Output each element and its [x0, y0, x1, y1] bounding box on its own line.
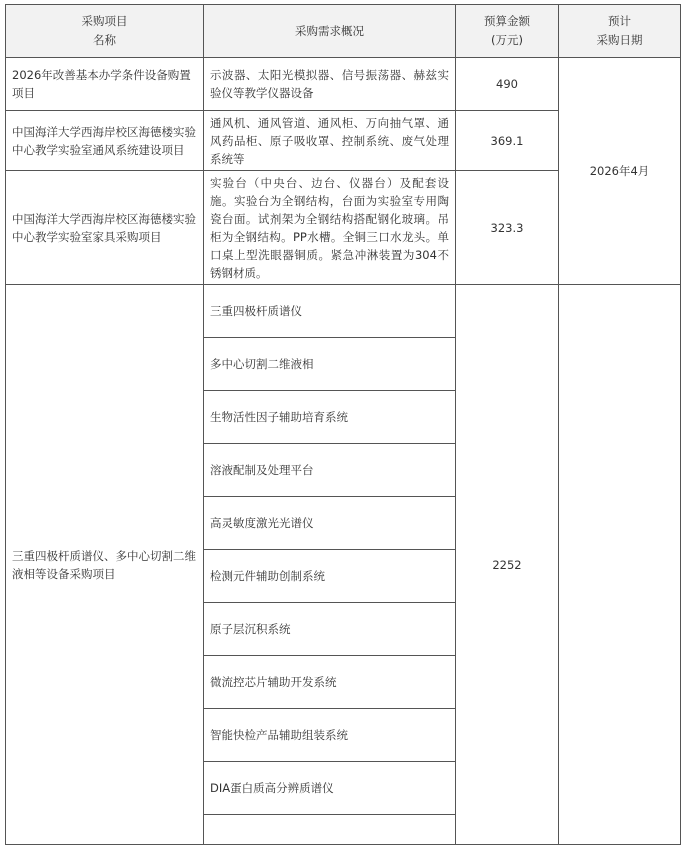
equipment-item-cell: DIA蛋白质高分辨质谱仪 — [204, 762, 456, 815]
equipment-item-cell: 智能快检产品辅助组装系统 — [204, 709, 456, 762]
budget-cell: 2252 — [456, 285, 559, 845]
header-date: 预计 采购日期 — [559, 5, 681, 58]
budget-cell: 369.1 — [456, 111, 559, 171]
header-row — [6, 5, 681, 58]
equipment-item-cell: 生物活性因子辅助培育系统 — [204, 391, 456, 444]
equipment-item-cell: 微流控芯片辅助开发系统 — [204, 656, 456, 709]
header-project-name: 采购项目 名称 — [6, 5, 204, 58]
project-name-cell: 三重四极杆质谱仪、多中心切割二维液相等设备采购项目 — [6, 285, 204, 845]
date-cell-empty — [559, 285, 681, 845]
equipment-item-cell: 检测元件辅助创制系统 — [204, 550, 456, 603]
equipment-item-cell-partial — [204, 815, 456, 845]
equipment-item-cell: 多中心切割二维液相 — [204, 338, 456, 391]
table-row — [6, 58, 681, 111]
header-budget: 预算金额 (万元) — [456, 5, 559, 58]
requirements-cell: 实验台（中央台、边台、仪器台）及配套设施。实验台为全钢结构，台面为实验室专用陶瓷台面。试剂架为全钢结构搭配钢化玻璃。吊柜为全钢结构。PP水槽。全铜三口水龙头。单口桌上型洗眼器铜质。紧急冲淋装置为304不锈钢材质。 — [204, 171, 456, 285]
requirements-cell: 示波器、太阳光模拟器、信号振荡器、赫兹实验仪等教学仪器设备 — [204, 58, 456, 111]
header-requirements: 采购需求概况 — [204, 5, 456, 58]
project-name-cell: 中国海洋大学西海岸校区海德楼实验中心教学实验室通风系统建设项目 — [6, 111, 204, 171]
table-row — [6, 285, 681, 338]
equipment-item-cell: 高灵敏度激光光谱仪 — [204, 497, 456, 550]
project-name-cell: 2026年改善基本办学条件设备购置项目 — [6, 58, 204, 111]
equipment-item-cell: 溶液配制及处理平台 — [204, 444, 456, 497]
requirements-cell: 通风机、通风管道、通风柜、万向抽气罩、通风药品柜、原子吸收罩、控制系统、废气处理系统等 — [204, 111, 456, 171]
procurement-table — [5, 4, 681, 845]
budget-cell: 490 — [456, 58, 559, 111]
date-cell: 2026年4月 — [559, 58, 681, 285]
project-name-cell: 中国海洋大学西海岸校区海德楼实验中心教学实验室家具采购项目 — [6, 171, 204, 285]
budget-cell: 323.3 — [456, 171, 559, 285]
equipment-item-cell: 三重四极杆质谱仪 — [204, 285, 456, 338]
equipment-item-cell: 原子层沉积系统 — [204, 603, 456, 656]
